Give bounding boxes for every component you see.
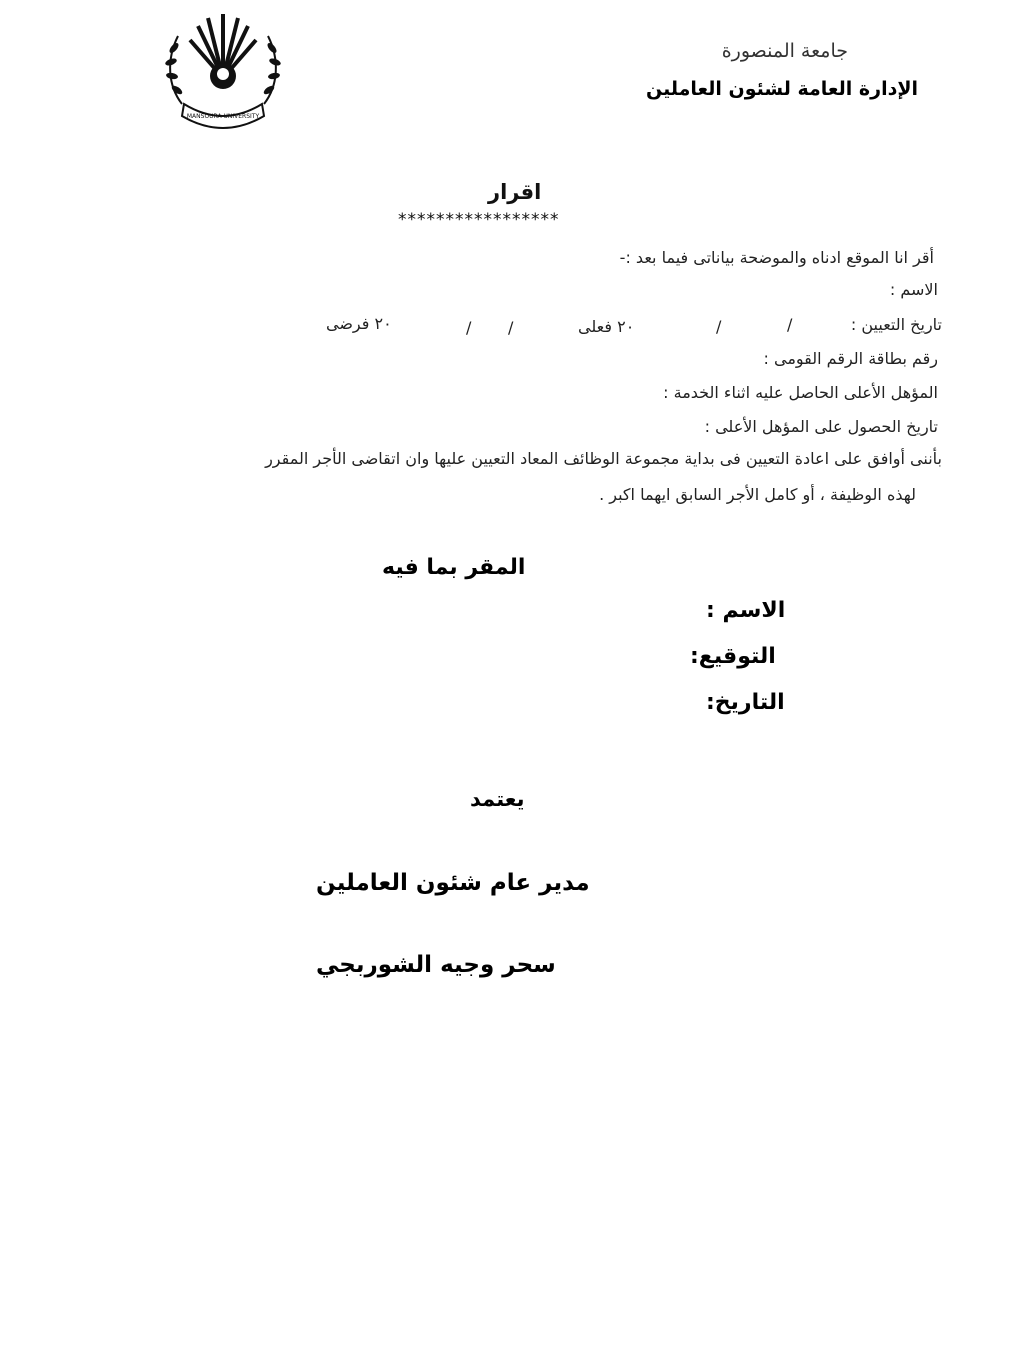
date-slash: / bbox=[787, 315, 793, 334]
acknowledger-heading: المقر بما فيه bbox=[382, 555, 526, 580]
approver-title: مدير عام شئون العاملين bbox=[316, 870, 590, 896]
signer-name-label: الاسم : bbox=[706, 598, 786, 623]
agreement-text-line-2: لهذه الوظيفة ، أو كامل الأجر السابق ايهما اكبر . bbox=[599, 485, 916, 504]
highest-qualification-label: المؤهل الأعلى الحاصل عليه اثناء الخدمة : bbox=[663, 383, 938, 402]
signer-signature-label: التوقيع: bbox=[690, 644, 776, 669]
approval-label: يعتمد bbox=[470, 787, 525, 811]
name-field-label: الاسم : bbox=[889, 280, 938, 299]
date-slash: / bbox=[508, 318, 514, 337]
intro-statement: أقر انا الموقع ادناه والموضحة بياناتى فيما بعد :- bbox=[619, 248, 934, 267]
department-name: الإدارة العامة لشئون العاملين bbox=[646, 78, 918, 100]
date-slash: / bbox=[466, 318, 472, 337]
appointment-date-label: تاريخ التعيين : bbox=[850, 315, 942, 334]
university-name: جامعة المنصورة bbox=[721, 40, 848, 62]
document-title: اقرار bbox=[488, 180, 542, 204]
title-divider-stars: ***************** bbox=[398, 210, 560, 230]
svg-text:MANSOURA UNIVERSITY: MANSOURA UNIVERSITY bbox=[186, 113, 260, 120]
agreement-text-line-1: بأننى أوافق على اعادة التعيين فى بداية مجموعة الوظائف المعاد التعيين عليها وان اتقاضى الأجر المقرر bbox=[265, 449, 942, 468]
date-slash: / bbox=[716, 317, 722, 336]
actual-date-label: ٢٠ فعلى bbox=[578, 317, 635, 336]
national-id-label: رقم بطاقة الرقم القومى : bbox=[763, 349, 938, 368]
signer-date-label: التاريخ: bbox=[706, 690, 785, 715]
approver-name: سحر وجيه الشوربجي bbox=[316, 952, 556, 978]
university-seal-logo bbox=[160, 8, 286, 136]
nominal-date-label: ٢٠ فرضى bbox=[326, 314, 392, 333]
qualification-date-label: تاريخ الحصول على المؤهل الأعلى : bbox=[704, 417, 938, 436]
